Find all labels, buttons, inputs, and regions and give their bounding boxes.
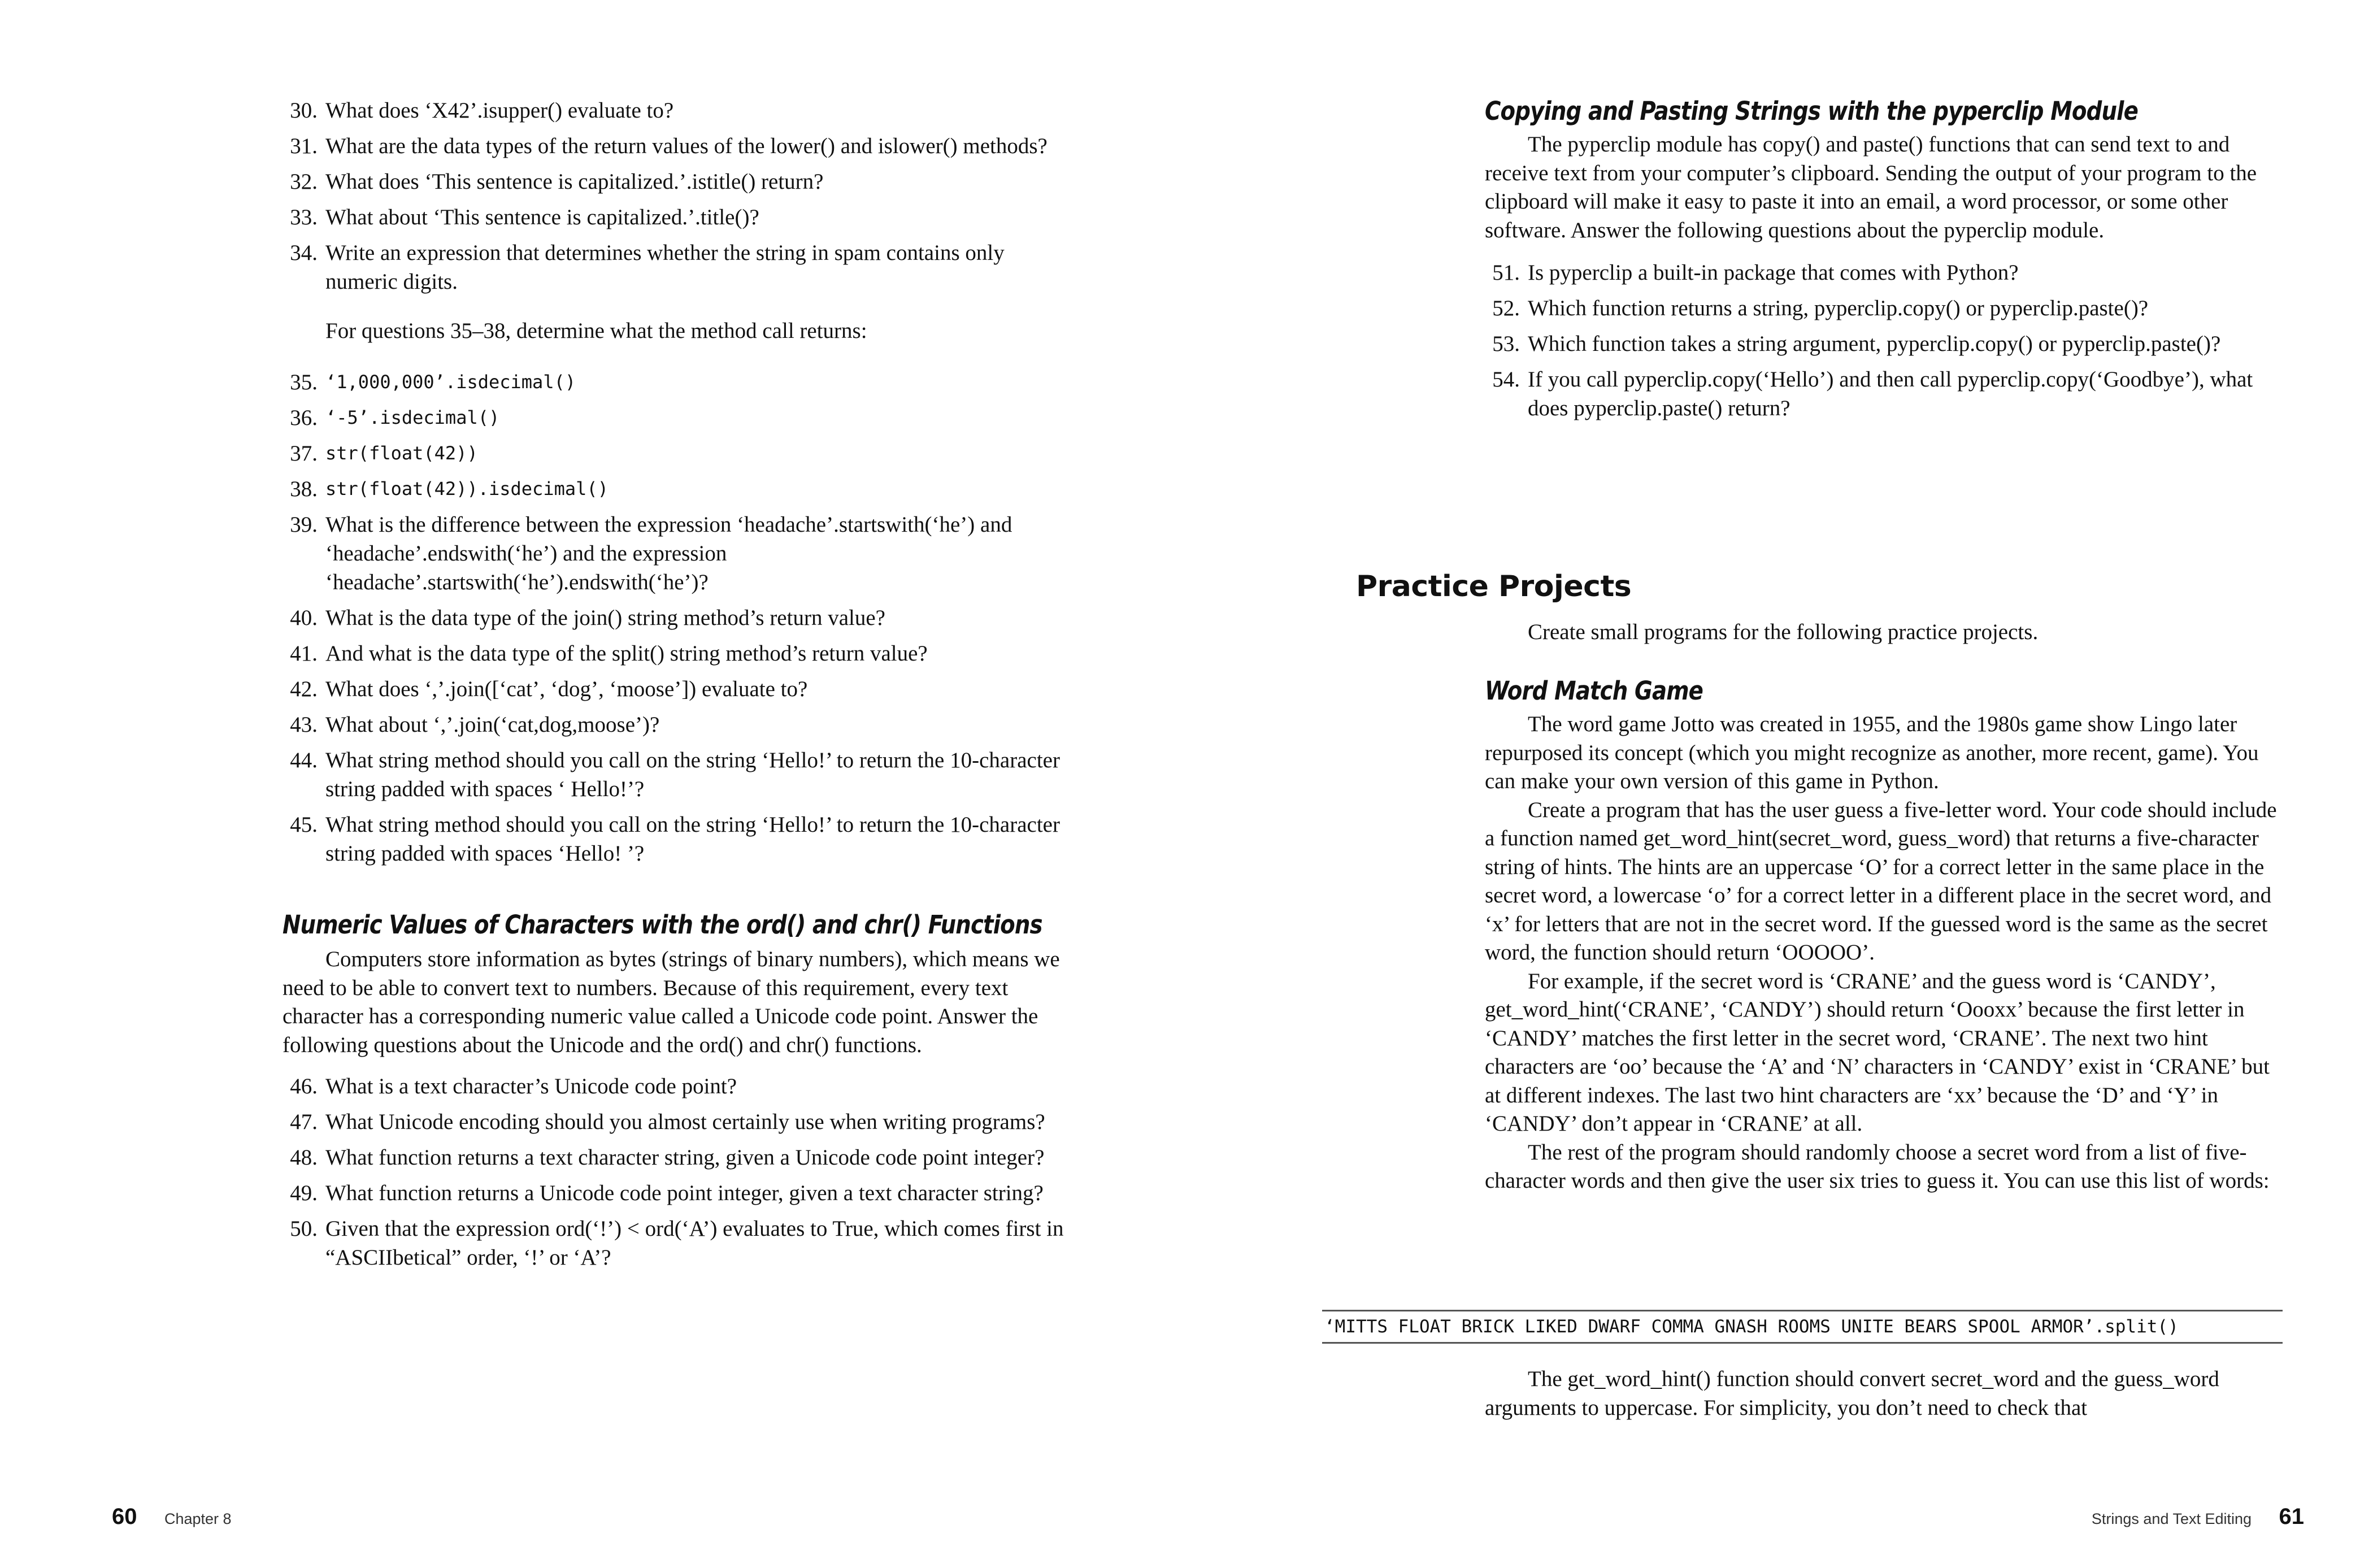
question-item <box>282 1214 1079 1272</box>
question-text: What string method should you call on the string ‘Hello!’ to return the 10-character string padded with spaces ‘Hello! ’? <box>325 813 1060 866</box>
question-text: ‘-5’.isdecimal() <box>325 407 500 428</box>
page-number: 60 <box>112 1504 137 1529</box>
question-number: 45. <box>290 813 318 837</box>
question-text: What function returns a text character string, given a Unicode code point integer? <box>325 1145 1045 1170</box>
word-match-section <box>1485 676 2281 1196</box>
question-text: And what is the data type of the split() string method’s return value? <box>325 641 928 666</box>
question-text: What about ‘,’.join(‘cat,dog,moose’)? <box>325 713 660 737</box>
question-number: 38. <box>290 477 318 501</box>
question-text: Which function takes a string argument, pyperclip.copy() or pyperclip.paste()? <box>1528 332 2221 356</box>
pyperclip-paragraph: The pyperclip module has copy() and paste() functions that can send text to and receive text from your computer’s clipboard. Sending the output of your program to the clipboard will make it easy to paste it into an email, a word processor, or some other software. Answer the following questions about the pyperclip module. <box>1485 132 2257 242</box>
question-item <box>282 675 1079 703</box>
practice-projects-heading: Practice Projects <box>1356 570 1632 603</box>
question-text: Write an expression that determines whether the string in spam contains only numeric digits. <box>325 241 1005 294</box>
closing-paragraph: The get_word_hint() function should convert secret_word and the guess_word arguments to uppercase. For simplicity, you don’t need to check that <box>1485 1367 2219 1420</box>
question-text: If you call pyperclip.copy(‘Hello’) and then call pyperclip.copy(‘Goodbye’), what does pyperclip.paste() return? <box>1528 367 2253 420</box>
question-text: Which function returns a string, pyperclip.copy() or pyperclip.paste()? <box>1528 296 2149 320</box>
question-text: What about ‘This sentence is capitalized.’.title()? <box>325 205 759 229</box>
question-item <box>282 603 1079 632</box>
question-number: 49. <box>290 1181 318 1205</box>
question-number: 32. <box>290 170 318 194</box>
question-item <box>282 639 1079 668</box>
word-list-code: ‘MITTS FLOAT BRICK LIKED DWARF COMMA GNASH ROOMS UNITE BEARS SPOOL ARMOR’.split() <box>1322 1310 2283 1344</box>
question-text: What string method should you call on the string ‘Hello!’ to return the 10-character string padded with spaces ‘ Hello!’? <box>325 748 1060 801</box>
question-number: 34. <box>290 241 318 265</box>
question-item <box>282 475 1079 503</box>
question-item <box>282 1179 1079 1208</box>
question-number: 36. <box>290 406 318 430</box>
section-heading-ord-chr: Numeric Values of Characters with the ord() and chr() Functions <box>282 910 1042 940</box>
question-item <box>282 203 1079 232</box>
chapter-label: Chapter 8 <box>164 1510 232 1527</box>
question-number: 31. <box>290 134 318 158</box>
question-item <box>282 1072 1079 1101</box>
question-text: What Unicode encoding should you almost certainly use when writing programs? <box>325 1110 1045 1134</box>
question-text: ‘1,000,000’.isdecimal() <box>325 371 576 393</box>
question-item <box>282 132 1079 160</box>
chapter-label: Strings and Text Editing <box>2091 1510 2252 1527</box>
right-column <box>1485 96 2281 429</box>
word-match-heading: Word Match Game <box>1485 676 1703 706</box>
question-item <box>282 1143 1079 1172</box>
question-text: What does ‘X42’.isupper() evaluate to? <box>325 98 674 123</box>
question-list-35-45 <box>282 368 1079 868</box>
question-item <box>1485 365 2281 423</box>
word-match-para-1: The word game Jotto was created in 1955, and the 1980s game show Lingo later repurposed its concept (which you might recognize as another, more recent, game). You can make your own version of this game in Python. <box>1485 712 2259 793</box>
section-paragraph: Computers store information as bytes (strings of binary numbers), which means we need to be able to convert text to numbers. Because of this requirement, every text character has a corresponding numeric value called a Unicode code point. Answer the following questions about the Unicode and the ord() and chr() functions. <box>282 947 1060 1057</box>
question-number: 53. <box>1492 332 1520 356</box>
question-number: 35. <box>290 370 318 394</box>
left-footer <box>112 1504 232 1530</box>
question-text: Is pyperclip a built-in package that comes with Python? <box>1528 260 2019 285</box>
question-item <box>282 403 1079 432</box>
right-footer <box>2092 1504 2304 1530</box>
question-item <box>282 167 1079 196</box>
question-text: What is a text character’s Unicode code point? <box>325 1074 737 1098</box>
question-text: What does ‘This sentence is capitalized.’.istitle() return? <box>325 170 824 194</box>
page-number: 61 <box>2279 1504 2304 1529</box>
question-item <box>282 1107 1079 1136</box>
question-item <box>1485 294 2281 323</box>
question-text: str(float(42)) <box>325 442 478 464</box>
question-number: 47. <box>290 1110 318 1134</box>
question-number: 54. <box>1492 367 1520 392</box>
question-number: 33. <box>290 205 318 229</box>
question-item <box>282 746 1079 803</box>
question-number: 50. <box>290 1217 318 1241</box>
question-item <box>282 810 1079 868</box>
question-item <box>282 368 1079 397</box>
section-heading-pyperclip: Copying and Pasting Strings with the pyperclip Module <box>1485 96 2138 126</box>
word-match-para-3: For example, if the secret word is ‘CRANE’ and the guess word is ‘CANDY’, get_word_hint(‘CRANE’, ‘CANDY’) should return ‘Oooxx’ because the first letter in ‘CANDY’ matches the first letter in the secret word, ‘CRANE’. The next two hint characters are ‘oo’ because the ‘A’ and ‘N’ characters in ‘CANDY’ exist in ‘CRANE’ but at different indexes. The last two hint characters are ‘xx’ because the ‘D’ and ‘Y’ in ‘CANDY’ don’t appear in ‘CRANE’ at all. <box>1485 968 2270 1136</box>
question-text: What are the data types of the return values of the lower() and islower() methods? <box>325 134 1048 158</box>
word-match-para-2: Create a program that has the user guess a five-letter word. Your code should include a function named get_word_hint(secret_word, guess_word) that returns a five-character string of hints. The hints are an uppercase ‘O’ for a correct letter in the same place in the secret word, a lowercase ‘o’ for a correct letter in a different place in the secret word, and ‘x’ for letters that are not in the secret word. If the guessed word is the same as the secret word, the function should return ‘OOOOO’. <box>1485 797 2277 965</box>
question-text: str(float(42)).isdecimal() <box>325 478 609 499</box>
question-number: 51. <box>1492 260 1520 285</box>
question-text: What is the difference between the expression ‘headache’.startswith(‘he’) and ‘headache’.endswith(‘he’) and the expression ‘headache’.startswith(‘he’).endswith(‘he’)? <box>325 512 1012 594</box>
question-number: 44. <box>290 748 318 772</box>
question-item <box>282 238 1079 296</box>
question-number: 42. <box>290 677 318 701</box>
practice-intro: Create small programs for the following practice projects. <box>1528 620 2039 644</box>
question-number: 52. <box>1492 296 1520 320</box>
question-item <box>1485 258 2281 287</box>
question-text: What is the data type of the join() string method’s return value? <box>325 606 885 630</box>
question-item <box>282 510 1079 597</box>
question-number: 46. <box>290 1074 318 1098</box>
word-match-para-4: The rest of the program should randomly choose a secret word from a list of five-character words and then give the user six tries to guess it. You can use this list of words: <box>1485 1140 2270 1193</box>
question-list-46-50 <box>282 1072 1079 1272</box>
question-text: Given that the expression ord(‘!’) < ord(‘A’) evaluates to True, which comes first in “ASCIIbetical” order, ‘!’ or ‘A’? <box>325 1217 1064 1270</box>
question-number: 40. <box>290 606 318 630</box>
instruction-text: For questions 35–38, determine what the method call returns: <box>325 319 867 343</box>
question-item <box>282 96 1079 125</box>
question-number: 41. <box>290 641 318 666</box>
left-page <box>0 0 1186 1568</box>
left-column <box>282 96 1079 1279</box>
question-item <box>282 710 1079 739</box>
question-list-51-54 <box>1485 258 2281 423</box>
question-number: 39. <box>290 512 318 537</box>
question-item <box>1485 329 2281 358</box>
question-list-30-34 <box>282 96 1079 296</box>
question-item <box>282 439 1079 468</box>
question-text: What function returns a Unicode code point integer, given a text character string? <box>325 1181 1044 1205</box>
question-number: 43. <box>290 713 318 737</box>
question-text: What does ‘,’.join([‘cat’, ‘dog’, ‘moose’]) evaluate to? <box>325 677 808 701</box>
question-number: 37. <box>290 441 318 466</box>
question-number: 48. <box>290 1145 318 1170</box>
question-number: 30. <box>290 98 318 123</box>
